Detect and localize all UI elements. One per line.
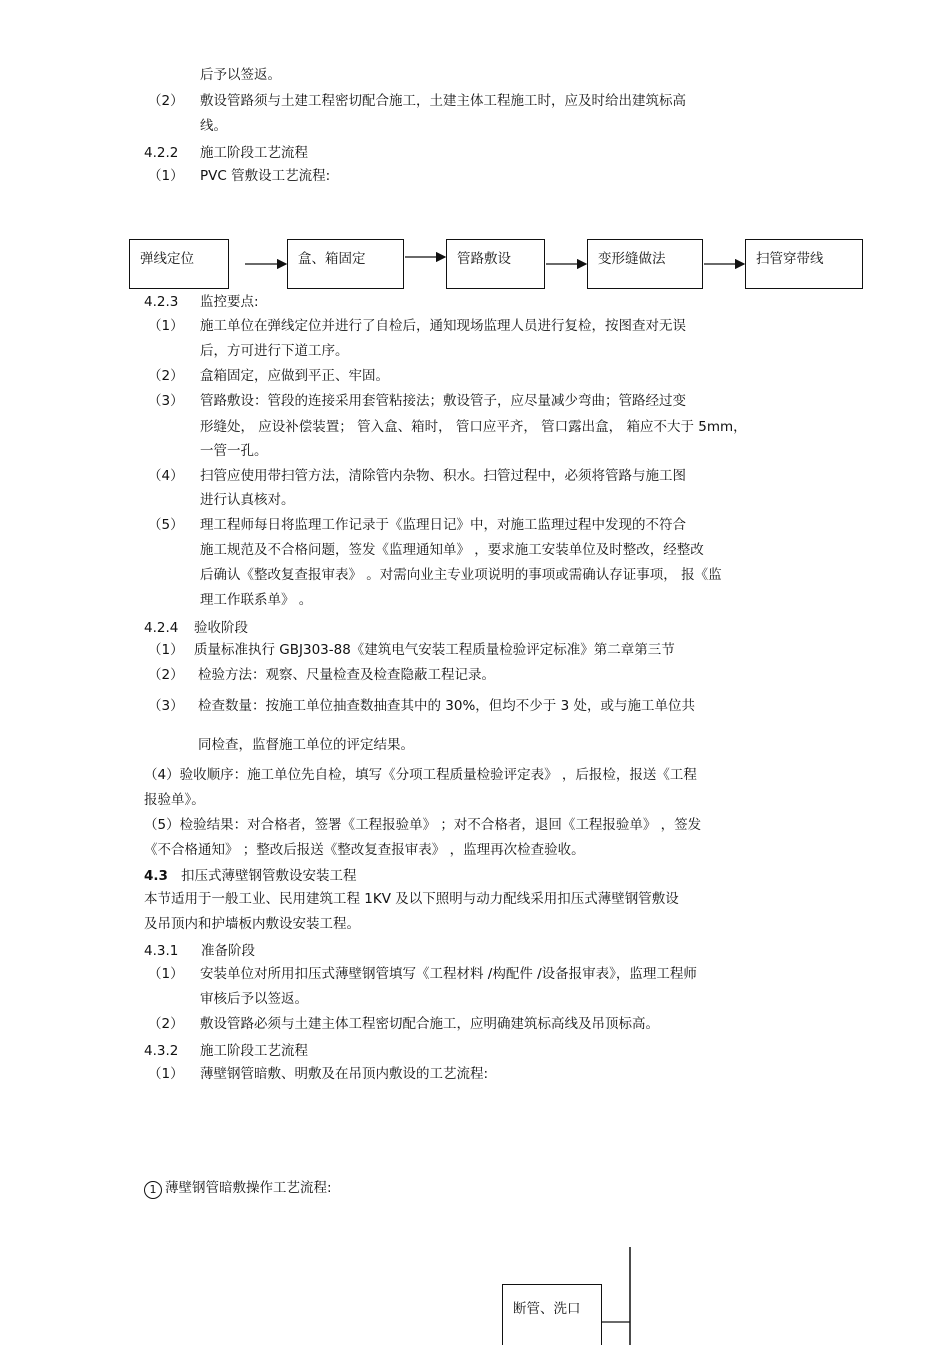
text-line: 理工程师每日将监理工作记录于《监理日记》中，对施工监理过程中发现的不符合 [200, 517, 686, 533]
flow-step-steel-1: 断管、洗口 [502, 1284, 602, 1345]
section-number: 4.2.3 [144, 294, 179, 310]
list-number: （5） [148, 517, 184, 533]
list-number: （1） [148, 966, 184, 982]
text-line: 质量标准执行 GBJ303-88《建筑电气安装工程质量检验评定标准》第二章第三节 [194, 642, 675, 658]
text-line: 后予以签返。 [200, 67, 281, 83]
flow-step-1: 弹线定位 [129, 239, 229, 289]
list-number: （3） [148, 698, 184, 714]
text-line: 《不合格通知》 ；整改后报送《整改复查报审表》 ，监理再次检查验收。 [144, 842, 585, 858]
section-title: 准备阶段 [201, 943, 255, 959]
text-line: PVC 管敷设工艺流程: [200, 168, 331, 184]
list-number: （3） [148, 393, 184, 409]
list-number: （1） [148, 642, 184, 658]
section-title: 验收阶段 [194, 620, 248, 636]
text-line: 同检查，监督施工单位的评定结果。 [198, 737, 414, 753]
text-line: 检查数量：按施工单位抽查数抽查其中的 30%，但均不少于 3 处，或与施工单位共 [198, 698, 695, 714]
text-line: 一管一孔。 [200, 443, 268, 459]
text-line: 进行认真核对。 [200, 492, 295, 508]
text-line: 后，方可进行下道工序。 [200, 343, 349, 359]
list-number: （2） [148, 1016, 184, 1032]
text-line: 及吊顶内和护墙板内敷设安装工程。 [144, 916, 360, 932]
section-number: 4.3 [144, 868, 168, 884]
flow-step-5: 扫管穿带线 [745, 239, 863, 289]
section-title: 监控要点: [200, 294, 259, 310]
section-number: 4.2.2 [144, 145, 179, 161]
text-line: 线。 [200, 118, 227, 134]
text-line: 敷设管路须与土建工程密切配合施工，土建主体工程施工时，应及时给出建筑标高 [200, 93, 686, 109]
text-line: 后确认《整改复查报审表》 。对需向业主专业项说明的事项或需确认存证事项， 报《监 [200, 567, 722, 583]
text-line: 扫管应使用带扫管方法，清除管内杂物、积水。扫管过程中，必须将管路与施工图 [200, 468, 686, 484]
section-title: 施工阶段工艺流程 [200, 145, 308, 161]
text-line: 施工单位在弹线定位并进行了自检后，通知现场监理人员进行复检，按图查对无误 [200, 318, 686, 334]
text-line: 形缝处， 应设补偿装置； 管入盒、箱时， 管口应平齐， 管口露出盒， 箱应不大于 5mm， [200, 419, 747, 435]
text-line: 施工规范及不合格问题，签发《监理通知单》 ，要求施工安装单位及时整改，经整改 [200, 542, 704, 558]
section-number: 4.2.4 [144, 620, 179, 636]
text-line: 薄壁钢管暗敷、明敷及在吊顶内敷设的工艺流程: [200, 1066, 489, 1082]
text-line: 理工作联系单》 。 [200, 592, 313, 608]
subheading [144, 1180, 332, 1199]
list-number: （1） [148, 168, 184, 184]
section-title: 施工阶段工艺流程 [200, 1043, 308, 1059]
list-number: （4） [148, 468, 184, 484]
text-line: 安装单位对所用扣压式薄壁钢管填写《工程材料 /构配件 /设备报审表》，监理工程师 [200, 966, 697, 982]
circled-number: 1 [144, 1181, 162, 1199]
flow-step-3: 管路敷设 [446, 239, 545, 289]
text-line: 报验单》。 [144, 792, 205, 808]
section-number: 4.3.2 [144, 1043, 179, 1059]
text-line: 盒箱固定，应做到平正、牢固。 [200, 368, 389, 384]
text-line: （5）检验结果：对合格者，签署《工程报验单》 ；对不合格者，退回《工程报验单》 ，签发 [144, 817, 702, 833]
text-line: 敷设管路必须与土建主体工程密切配合施工，应明确建筑标高线及吊顶标高。 [200, 1016, 659, 1032]
list-number: （2） [148, 368, 184, 384]
section-title: 扣压式薄壁钢管敷设安装工程 [181, 868, 357, 884]
text-line: 管路敷设：管段的连接采用套管粘接法；敷设管子，应尽量减少弯曲；管路经过变 [200, 393, 686, 409]
flow-step-4: 变形缝做法 [587, 239, 703, 289]
list-number: （2） [148, 93, 184, 109]
list-number: （2） [148, 667, 184, 683]
list-number: （1） [148, 1066, 184, 1082]
subheading-text: 薄壁钢管暗敷操作工艺流程: [165, 1180, 332, 1196]
text-line: 本节适用于一般工业、民用建筑工程 1KV 及以下照明与动力配线采用扣压式薄壁钢管敷设 [144, 891, 679, 907]
flow-step-2: 盒、箱固定 [287, 239, 404, 289]
text-line: （4）验收顺序：施工单位先自检，填写《分项工程质量检验评定表》 ，后报检，报送《工程 [144, 767, 697, 783]
list-number: （1） [148, 318, 184, 334]
section-number: 4.3.1 [144, 943, 179, 959]
text-line: 审核后予以签返。 [200, 991, 308, 1007]
text-line: 检验方法：观察、尺量检查及检查隐蔽工程记录。 [198, 667, 495, 683]
